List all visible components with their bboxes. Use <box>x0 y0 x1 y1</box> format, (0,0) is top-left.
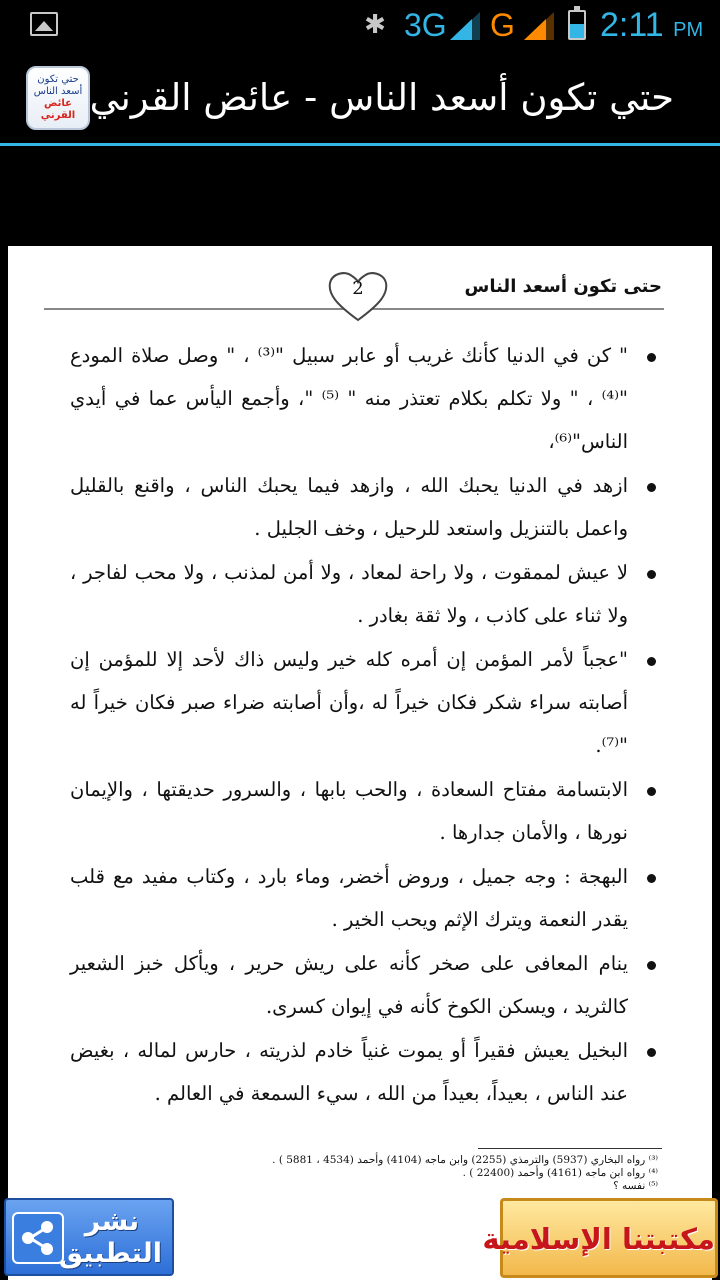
signal-icon <box>450 12 480 40</box>
clock-time: 2:11 <box>600 6 664 44</box>
network-g-label: G <box>490 7 515 43</box>
list-item: ازهد في الدنيا يحبك الله ، وازهد فيما يحبك الناس ، واقنع بالقليل واعمل بالتنزيل واستعد للرحيل ، وخف الجليل . <box>70 464 658 550</box>
book-page[interactable] <box>8 246 712 1280</box>
list-item: لا عيش لممقوت ، ولا راحة لمعاد ، ولا أمن لمذنب ، ولا محب لفاجر ، ولا ثناء على كاذب ، ولا ثقة بغادر . <box>70 551 658 637</box>
image-notification-icon <box>30 12 58 36</box>
share-label-line1: نشر <box>84 1206 140 1237</box>
status-clock <box>600 6 703 49</box>
share-app-label <box>58 1206 162 1270</box>
page-header: حتى تكون أسعد الناس <box>464 276 662 297</box>
share-icon-glyph <box>14 1214 62 1262</box>
app-logo[interactable] <box>26 66 90 130</box>
footnotes <box>272 1154 658 1193</box>
bluetooth-icon: ✱ <box>364 10 386 40</box>
share-label-line2: التطبيق <box>58 1238 162 1269</box>
list-item: الابتسامة مفتاح السعادة ، والحب بابها ، والسرور حديقتها ، والإيمان نورها ، والأمان جدارها . <box>70 768 658 854</box>
footnote: ⁽³⁾ رواه البخاري (5937) والترمذي (2255) وابن ماجه (4104) وأحمد (4534 ، 5881 ) . <box>272 1154 658 1166</box>
footnote-rule <box>478 1148 662 1149</box>
battery-level-fill <box>570 24 584 38</box>
app-logo-line: حتي تكون <box>37 74 79 85</box>
footnote: ⁽⁴⁾ رواه ابن ماجه (4161) وأحمد (22400 ) . <box>462 1167 658 1179</box>
our-library-label: مكتبتنا الإسلامية <box>482 1222 715 1256</box>
list-item: "عجباً لأمر المؤمن إن أمره كله خير وليس ذاك لأحد إلا للمؤمن إن أصابته سراء شكر فكان خيراً له ،وأن أصابته ضراء صبر فكان خيراً له "⁽⁷⁾. <box>70 638 658 767</box>
our-library-button[interactable] <box>482 1198 718 1278</box>
bullet-list <box>70 334 658 1116</box>
status-bar <box>0 0 720 50</box>
app-title: حتي تكون أسعد الناس - عائض القرني <box>89 76 674 119</box>
network-3g-label: 3G <box>404 7 447 43</box>
app-logo-line: أسعد الناس <box>33 86 83 97</box>
app-logo-line: عائض القرني <box>40 98 76 121</box>
share-icon <box>12 1212 64 1264</box>
clock-ampm: PM <box>673 19 704 41</box>
list-item: ينام المعافى على صخر كأنه على ريش حرير ، ويأكل خبز الشعير كالثريد ، ويسكن الكوخ كأنه في إيوان كسرى. <box>70 942 658 1028</box>
page-number: 2 <box>352 278 364 299</box>
battery-icon <box>568 10 586 40</box>
list-item: " كن في الدنيا كأنك غريب أو عابر سبيل "⁽³⁾ ، " وصل صلاة المودع "⁽⁴⁾ ، " ولا تكلم بكلام تعتذر منه " ⁽⁵⁾ "، وأجمع اليأس عما في أيدي الناس"⁽⁶⁾، <box>70 334 658 463</box>
list-item: البهجة : وجه جميل ، وروض أخضر، وماء بارد ، وكتاب مفيد مع قلب يقدر النعمة ويترك الإثم ويحب الخير . <box>70 855 658 941</box>
share-app-button[interactable] <box>4 1198 174 1276</box>
list-item: البخيل يعيش فقيراً أو يموت غنياً خادم لذريته ، حارس لماله ، بغيض عند الناس ، بعيداً، بعيداً من الله ، سيء السمعة في العالم . <box>70 1029 658 1115</box>
footnote: ⁽⁵⁾ نفسه ؟ <box>613 1180 658 1192</box>
signal-icon-secondary <box>524 12 554 40</box>
action-bar <box>0 50 720 146</box>
